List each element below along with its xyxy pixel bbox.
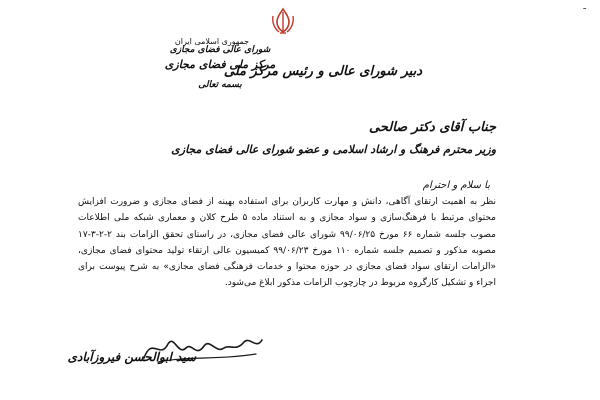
letter-body: نظر به اهمیت ارتقای آگاهی، دانش و مهارت کاربران برای استفاده بهینه از فضای مجازی و ضرورت افزایش محتوای مرتبط با فرهنگ‌سازی و سواد مجازی و به استناد ماده ۵ طرح کلان و معماری شبکه ملی اطلاعات مصوب جلسه شماره ۶۶ مورخ ۹۹/۰۶/۲۵ شورای عالی فضای مجازی، در راستای تحقق الزامات بند ۲-۲-۳-۱۷ مصوبه مذکور و تصمیم جلسه شماره ۱۱۰ مورخ ۹۹/۰۶/۲۳ کمیسیون عالی ارتقاء تولید محتوای فضای مجازی، «الزامات ارتقای سواد فضای مجازی در حوزه محتوا و خدمات فرهنگی فضای مجازی» به شرح پیوست برای اجراء و تشکیل کارگروه مربوط در چارچوب الزامات مذکور ابلاغ می‌شود. [78,197,497,289]
emblem-icon [268,6,298,36]
header-bismillah: بسمه تعالی [198,80,242,90]
header-council: شورای عالی فضای مجازی [169,45,271,55]
recipient-salutation: جناب آقای دکتر صالحی [369,120,496,135]
recipient-position: وزیر محترم فرهنگ و ارشاد اسلامی و عضو شورای عالی فضای مجازی [171,143,496,156]
corner-mark: ـ [583,2,586,12]
header-country: جمهوری اسلامی ایران [174,37,250,46]
sender-title: دبیر شورای عالی و رئیس مرکز ملی [223,64,422,79]
greeting: با سلام و احترام [422,180,490,191]
header-center: مرکز ملی فضای مجازی [164,58,276,71]
signatory-name: سید ابوالحسن فیروزآبادی [67,350,196,364]
